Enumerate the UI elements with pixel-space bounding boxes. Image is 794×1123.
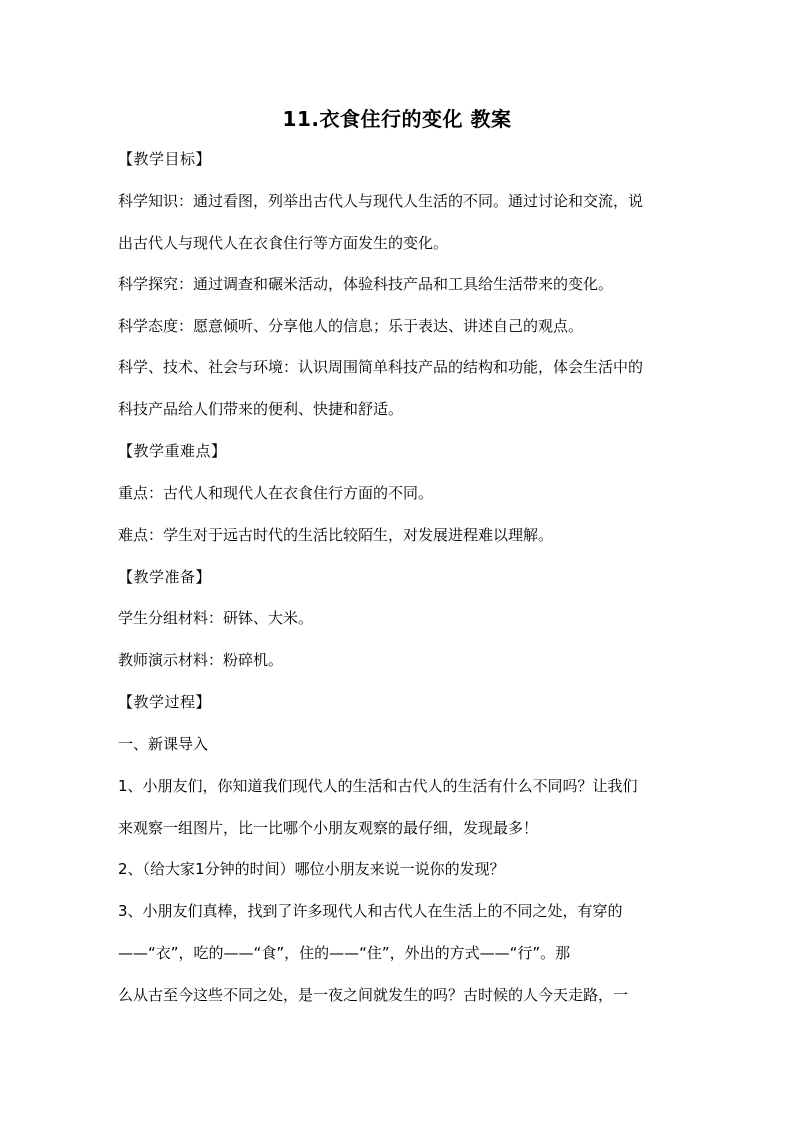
- section-heading-key-points: 【教学重难点】: [118, 442, 227, 460]
- paragraph-line: 重点：古代人和现代人在衣食住行方面的不同。: [118, 484, 434, 502]
- paragraph-line: 科学探究：通过调查和碾米活动，体验科技产品和工具给生活带来的变化。: [118, 275, 614, 293]
- section-heading-process: 【教学过程】: [118, 693, 212, 711]
- paragraph-line: 教师演示材料：粉碎机。: [118, 651, 284, 669]
- document-title: 11.衣食住行的变化 教案: [282, 107, 512, 131]
- subsection-heading: 一、新课导入: [118, 735, 209, 753]
- paragraph-line: ——“衣”，吃的——“食”，住的——“住”，外出的方式——“行”。那: [118, 944, 571, 962]
- section-heading-preparation: 【教学准备】: [118, 568, 212, 586]
- paragraph-line: 1、小朋友们，你知道我们现代人的生活和古代人的生活有什么不同吗？让我们: [118, 777, 638, 795]
- paragraph-line: 科学、技术、社会与环境：认识周围简单科技产品的结构和功能，体会生活中的: [118, 358, 644, 376]
- paragraph-line: 出古代人与现代人在衣食住行等方面发生的变化。: [118, 234, 449, 252]
- paragraph-line: 难点：学生对于远古时代的生活比较陌生，对发展进程难以理解。: [118, 526, 554, 544]
- paragraph-line: 么从古至今这些不同之处，是一夜之间就发生的吗？古时候的人今天走路，一: [118, 986, 629, 1004]
- paragraph-line: 科学态度：愿意倾听、分享他人的信息；乐于表达、讲述自己的观点。: [118, 317, 584, 335]
- paragraph-line: 科学知识：通过看图，列举出古代人与现代人生活的不同。通过讨论和交流，说: [118, 192, 644, 210]
- paragraph-line: 来观察一组图片，比一比哪个小朋友观察的最仔细，发现最多！: [118, 819, 539, 837]
- section-heading-objectives: 【教学目标】: [118, 150, 212, 168]
- paragraph-line: 2、（给大家1分钟的时间）哪位小朋友来说一说你的发现？: [118, 860, 505, 878]
- paragraph-line: 学生分组材料：研钵、大米。: [118, 609, 314, 627]
- paragraph-line: 3、小朋友们真棒，找到了许多现代人和古代人在生活上的不同之处，有穿的: [118, 902, 623, 920]
- paragraph-line: 科技产品给人们带来的便利、快捷和舒适。: [118, 400, 404, 418]
